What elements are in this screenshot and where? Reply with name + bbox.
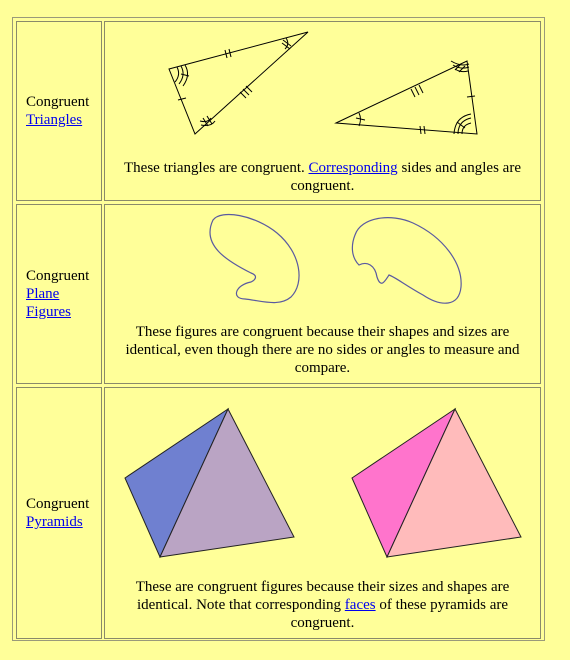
row-plane-figures-label-prefix: Congruent [26, 268, 90, 284]
row-pyramids-label-cell [16, 387, 102, 639]
triangles-caption [105, 159, 540, 195]
row-triangles-content-cell [104, 21, 541, 201]
pyramids-caption [105, 578, 540, 632]
faces-link[interactable]: faces [344, 597, 376, 613]
plane-link[interactable]: Plane [26, 286, 60, 302]
pyramids-caption-text-2: of these pyramids are congruent. [290, 597, 509, 631]
triangles-caption-text-2: sides and angles are congruent. [290, 160, 521, 194]
row-pyramids-content-cell [104, 387, 541, 639]
triangle-right [336, 61, 477, 134]
blob-right [352, 218, 461, 304]
row-pyramids-label-prefix: Congruent [26, 496, 90, 512]
pyramids-caption-text-1: These are congruent figures because their sizes and shapes are identical. Note that corresponding [135, 579, 510, 613]
row-plane-figures-label-cell [16, 204, 102, 384]
pyramids-link[interactable]: Pyramids [26, 514, 83, 530]
triangles-link[interactable]: Triangles [26, 112, 83, 128]
row-triangles-label-cell [16, 21, 102, 201]
row-triangles-label-prefix: Congruent [26, 94, 90, 110]
plane-figures-caption: These figures are congruent because their shapes and sizes are identical, even though there are no sides or angles to measure and compare. [125, 324, 520, 376]
triangles-caption-text-1: These triangles are congruent. [124, 160, 305, 176]
blob-left [210, 214, 299, 302]
congruence-table [12, 17, 545, 641]
row-plane-figures-content-cell [104, 204, 541, 384]
figures-link[interactable]: Figures [26, 304, 71, 320]
corresponding-link[interactable]: Corresponding [308, 160, 398, 176]
